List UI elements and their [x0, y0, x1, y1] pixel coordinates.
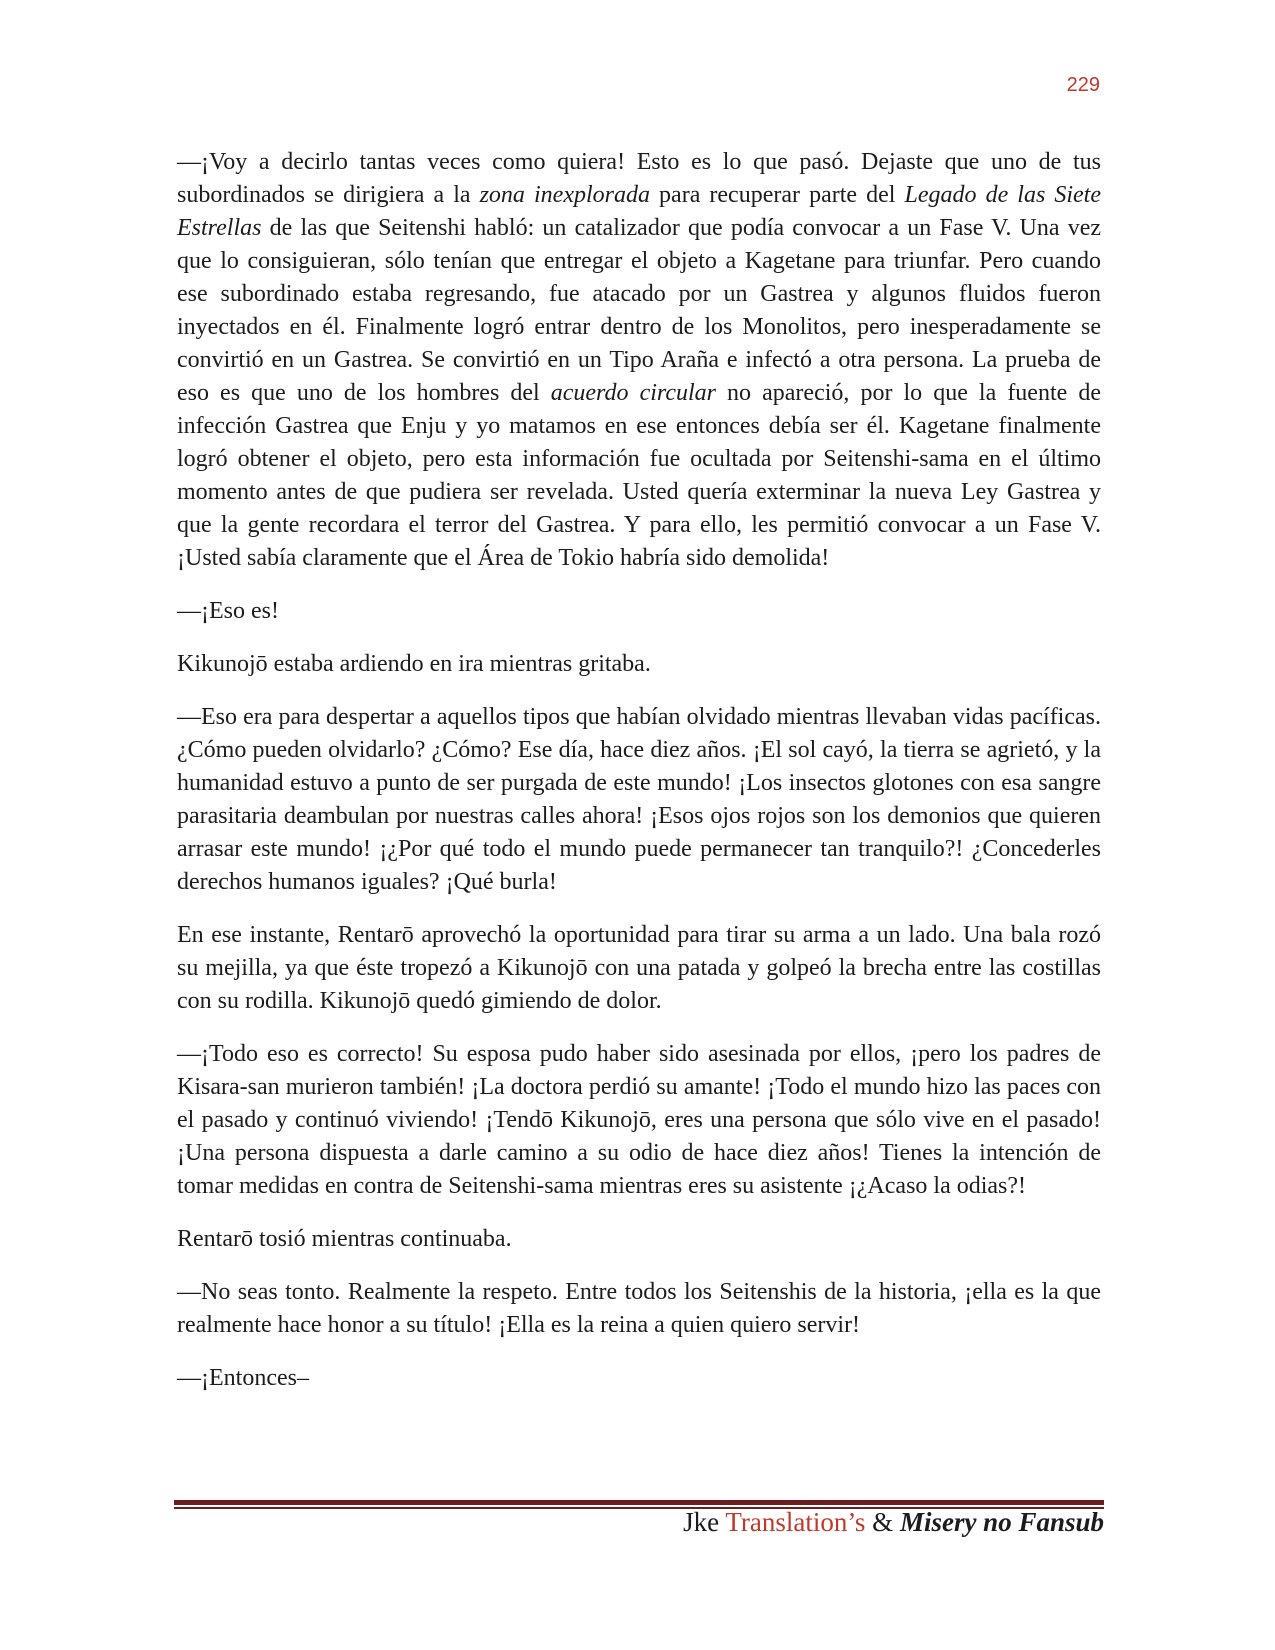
italic-term: zona inexplorada — [479, 182, 650, 208]
text-run: —¡Eso es! — [177, 598, 279, 624]
credit-ampersand: & — [865, 1507, 900, 1537]
credit-jke: Jke — [683, 1507, 726, 1537]
italic-term: Legado de las Siete Estrellas — [177, 182, 1102, 241]
text-run: —No seas tonto. Realmente la respeto. Entre todos los Seitenshis de la historia, ¡ella es la que realmente hace honor a su título! ¡Ella es la reina a quien quiero servir! — [177, 1279, 1101, 1338]
paragraph — [177, 648, 1101, 681]
text-run: de las que Seitenshi habló: un catalizador que podía convocar a un Fase V. Una vez que lo consiguieran, sólo tenían que entregar el objeto a Kagetane para triunfar. Pero cuando ese subordinado estaba regresando, fue atacado por un Gastrea y algunos fluidos fueron inyectados en él. Finalmente logró entrar dentro de los Monolitos, pero inesperadamente se convirtió en un Gastrea. Se convirtió en un Tipo Araña e infectó a otra persona. La prueba de eso es que uno de los hombres del — [177, 215, 1101, 406]
text-run: para recuperar parte del — [649, 182, 905, 208]
text-run: —¡Todo eso es correcto! Su esposa pudo haber sido asesinada por ellos, ¡pero los padres de Kisara-san murieron también! ¡La doctora perdió su amante! ¡Todo el mundo hizo las paces con el pasado y continuó viviendo! ¡Tendō Kikunojō, eres una persona que sólo vive en el pasado! ¡Una persona dispuesta a darle camino a su odio de hace diez años! Tienes la intención de tomar medidas en contra de Seitenshi-sama mientras eres su asistente ¡¿Acaso la odias?! — [177, 1041, 1101, 1199]
text-run: no apareció, por lo que la fuente de infección Gastrea que Enju y yo matamos en ese entonces debía ser él. Kagetane finalmente logró obtener el objeto, pero esta información fue ocultada por Seitenshi-sama en el último momento antes de que pudiera ser revelada. Usted quería exterminar la nueva Ley Gastrea y que la gente recordara el terror del Gastrea. Y para ello, les permitió convocar a un Fase V. ¡Usted sabía claramente que el Área de Tokio habría sido demolida! — [177, 380, 1101, 571]
text-run: —Eso era para despertar a aquellos tipos que habían olvidado mientras llevaban vidas pacíficas. ¿Cómo pueden olvidarlo? ¿Cómo? Ese día, hace diez años. ¡El sol cayó, la tierra se agrietó, y la humanidad estuvo a punto de ser purgada de este mundo! ¡Los insectos glotones con esa sangre parasitaria deambulan por nuestras calles ahora! ¡Esos ojos rojos son los demonios que quieren arrasar este mundo! ¡¿Por qué todo el mundo puede permanecer tan tranquilo?! ¿Concederles derechos humanos iguales? ¡Qué burla! — [177, 704, 1101, 895]
paragraph — [177, 1038, 1101, 1203]
italic-term: acuerdo circular — [550, 380, 716, 406]
paragraph — [177, 595, 1101, 628]
text-run: Kikunojō estaba ardiendo en ira mientras gritaba. — [177, 651, 651, 677]
text-run: Rentarō tosió mientras continuaba. — [177, 1226, 512, 1252]
text-run: —¡Voy a decirlo tantas veces como quiera! Esto es lo que pasó. Dejaste que uno de tus subordinados se dirigiera a la — [177, 149, 1101, 208]
credit-misery-no-fansub: Misery no Fansub — [899, 1507, 1104, 1537]
text-run: En ese instante, Rentarō aprovechó la oportunidad para tirar su arma a un lado. Una bala rozó su mejilla, ya que éste tropezó a Kikunojō con una patada y golpeó la brecha entre las costillas con su rodilla. Kikunojō quedó gimiendo de dolor. — [177, 922, 1101, 1014]
paragraph — [177, 1276, 1101, 1342]
body-text — [177, 146, 1101, 1415]
paragraph — [177, 919, 1101, 1018]
paragraph — [177, 1362, 1101, 1395]
credit-translations: Translation’s — [725, 1507, 866, 1537]
text-run: —¡Entonces– — [177, 1365, 309, 1391]
paragraph — [177, 146, 1101, 575]
footer-credit — [600, 1507, 1104, 1538]
paragraph — [177, 1223, 1101, 1256]
paragraph — [177, 701, 1101, 899]
page-number: 229 — [1066, 74, 1100, 96]
